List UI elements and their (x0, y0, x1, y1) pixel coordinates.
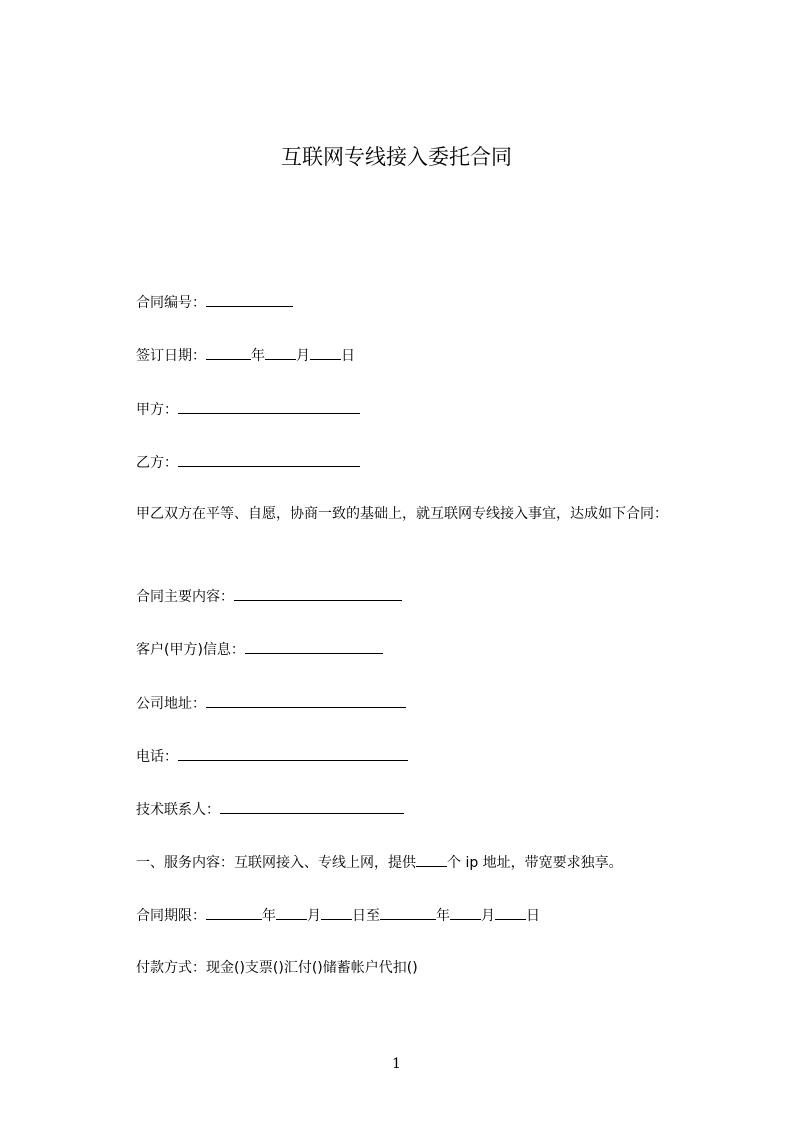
tech-contact-row (136, 798, 404, 820)
sign-year-blank[interactable] (206, 344, 251, 360)
start-month-blank[interactable] (276, 904, 307, 920)
start-year-blank[interactable] (206, 904, 262, 920)
end-day-label: 日 (526, 908, 540, 924)
company-address-blank[interactable] (206, 692, 406, 708)
tech-contact-label: 技术联系人： (136, 802, 220, 818)
company-address-row (136, 692, 406, 714)
term-label: 合同期限： (136, 908, 206, 924)
main-content-label: 合同主要内容： (136, 589, 234, 605)
payment-row (136, 958, 418, 978)
intro-text: 甲乙双方在平等、自愿，协商一致的基础上，就互联网专线接入事宜，达成如下合同： (136, 506, 668, 522)
party-a-row (136, 398, 360, 420)
contract-number-blank[interactable] (206, 291, 293, 307)
ip-count-blank[interactable] (416, 851, 447, 867)
end-year-label: 年 (436, 908, 450, 924)
end-month-label: 月 (481, 908, 495, 924)
end-day-blank[interactable] (495, 904, 526, 920)
contract-number-label: 合同编号： (136, 295, 206, 311)
party-a-label: 甲方： (136, 402, 178, 418)
tech-contact-blank[interactable] (220, 798, 404, 814)
service-row (136, 851, 623, 873)
end-year-blank[interactable] (380, 904, 436, 920)
document-title: 互联网专线接入委托合同 (281, 145, 512, 169)
month-label: 月 (296, 348, 310, 364)
service-suffix: 个 ip 地址，带宽要求独享。 (447, 855, 623, 871)
company-address-label: 公司地址： (136, 696, 206, 712)
start-month-label: 月 (307, 908, 321, 924)
page-number: 1 (392, 1056, 401, 1072)
intro-paragraph (104, 500, 704, 529)
customer-info-blank[interactable] (245, 638, 383, 654)
term-row (136, 904, 540, 926)
service-prefix: 一、服务内容：互联网接入、专线上网，提供 (136, 855, 416, 871)
sign-month-blank[interactable] (265, 344, 296, 360)
customer-info-label: 客户(甲方)信息： (136, 642, 245, 658)
phone-row (136, 745, 408, 767)
party-b-blank[interactable] (178, 451, 360, 467)
party-b-label: 乙方： (136, 455, 178, 471)
term-to-label: 日至 (352, 908, 380, 924)
phone-blank[interactable] (178, 745, 408, 761)
year-label: 年 (251, 348, 265, 364)
party-a-blank[interactable] (178, 398, 360, 414)
start-year-label: 年 (262, 908, 276, 924)
sign-date-label: 签订日期： (136, 348, 206, 364)
phone-label: 电话： (136, 749, 178, 765)
sign-day-blank[interactable] (310, 344, 341, 360)
sign-date-row (136, 344, 355, 366)
payment-text: 付款方式：现金()支票()汇付()储蓄帐户代扣() (136, 960, 418, 976)
party-b-row (136, 451, 360, 473)
contract-number-row (136, 291, 293, 313)
customer-info-row (136, 638, 383, 660)
end-month-blank[interactable] (450, 904, 481, 920)
day-label: 日 (341, 348, 355, 364)
main-content-row (136, 585, 402, 607)
start-day-blank[interactable] (321, 904, 352, 920)
main-content-blank[interactable] (234, 585, 402, 601)
